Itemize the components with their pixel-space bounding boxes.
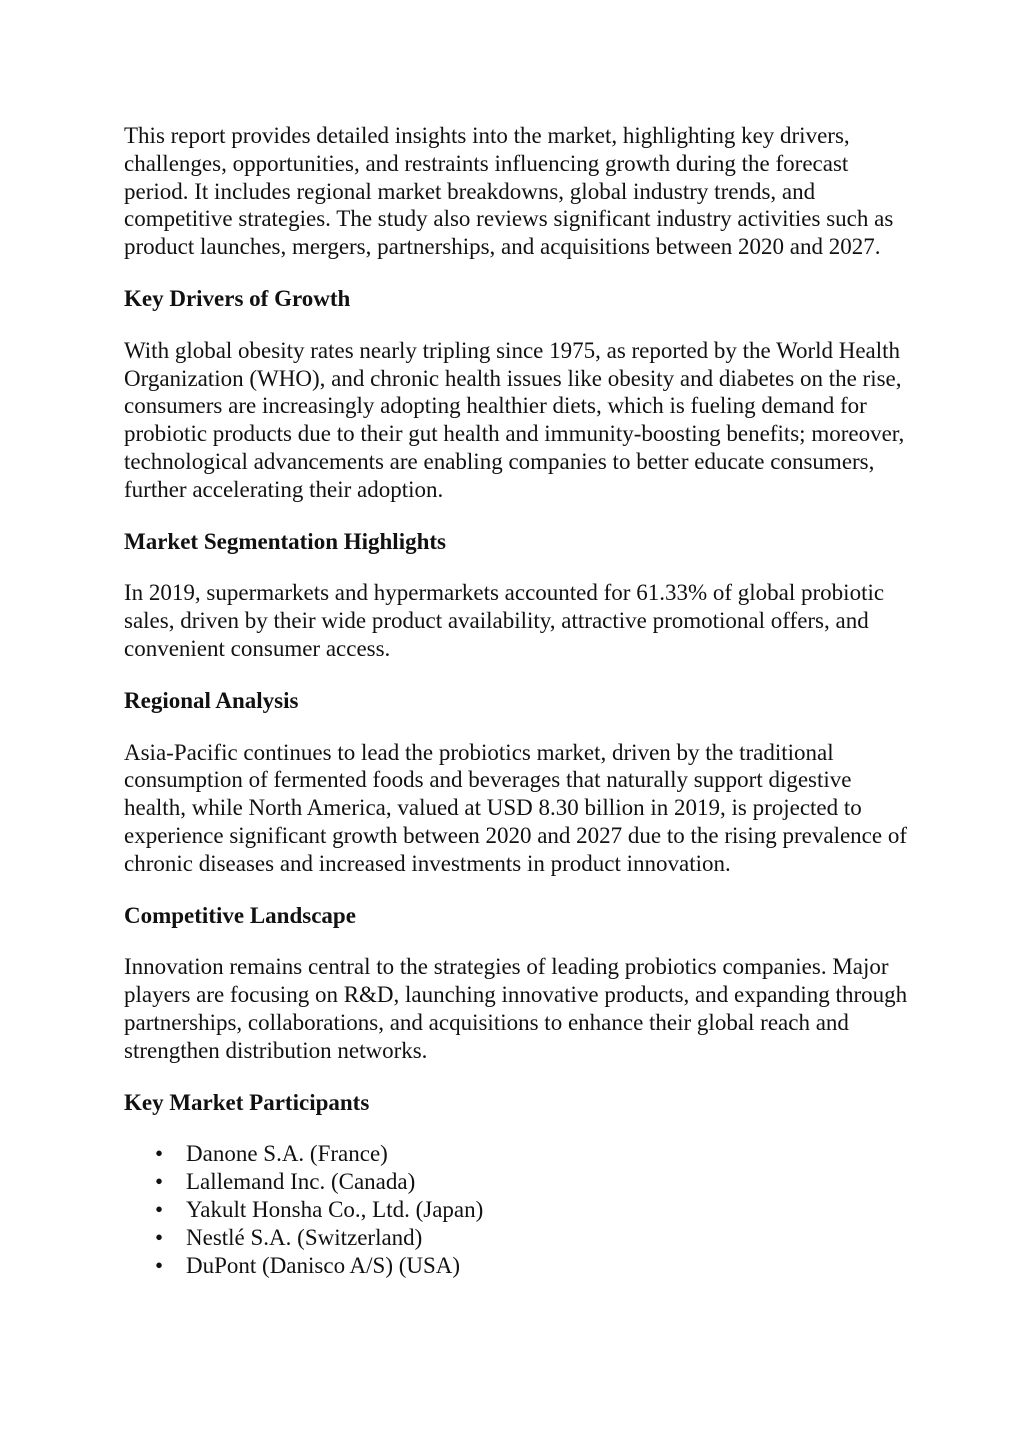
participants-list (124, 1140, 914, 1279)
section-body-regional: Asia-Pacific continues to lead the probiotics market, driven by the traditional consumption of fermented foods and beverages that naturally support digestive health, while North America, valued at USD 8.30 billion in 2019, is projected to experience significant growth between 2020 and 2027 due to the rising prevalence of chronic diseases and increased investments in product innovation. (124, 739, 908, 876)
bullet-icon: • (155, 1252, 164, 1278)
bullet-icon: • (155, 1224, 164, 1250)
section-heading-regional: Regional Analysis (124, 687, 299, 713)
section-heading-key-drivers: Key Drivers of Growth (124, 285, 351, 311)
section-body-segmentation: In 2019, supermarkets and hypermarkets accounted for 61.33% of global probiotic sales, driven by their wide product availability, attractive promotional offers, and convenient consumer access. (124, 580, 885, 661)
participant-name: DuPont (Danisco A/S) (USA) (186, 1252, 461, 1278)
bullet-icon: • (155, 1141, 164, 1167)
section-body-competitive: Innovation remains central to the strategies of leading probiotics companies. Major players are focusing on R&D, launching innovative products, and expanding through partnerships, collaborations, and acquisitions to enhance their global reach and strengthen distribution networks. (124, 954, 908, 1063)
section-heading-competitive: Competitive Landscape (124, 902, 356, 928)
section-heading-participants: Key Market Participants (124, 1089, 370, 1115)
section-body-key-drivers: With global obesity rates nearly tripling since 1975, as reported by the World Health Organization (WHO), and chronic health issues like obesity and diabetes on the rise, consumers are increasingly adopting healthier diets, which is fueling demand for probiotic products due to their gut health and immunity-boosting benefits; moreover, technological advancements are enabling companies to better educate consumers, further accelerating their adoption. (124, 337, 905, 502)
participant-name: Yakult Honsha Co., Ltd. (Japan) (186, 1196, 484, 1222)
participant-name: Danone S.A. (France) (186, 1141, 388, 1167)
document-page (124, 122, 914, 1279)
list-item (124, 1168, 914, 1196)
list-item (124, 1224, 914, 1252)
section-heading-segmentation: Market Segmentation Highlights (124, 528, 446, 554)
intro-paragraph: This report provides detailed insights into the market, highlighting key drivers, challenges, opportunities, and restraints influencing growth during the forecast period. It includes regional market breakdowns, global industry trends, and competitive strategies. The study also reviews significant industry activities such as product launches, mergers, partnerships, and acquisitions between 2020 and 2027. (124, 123, 894, 260)
bullet-icon: • (155, 1196, 164, 1222)
participant-name: Lallemand Inc. (Canada) (186, 1169, 416, 1195)
bullet-icon: • (155, 1169, 164, 1195)
list-item (124, 1196, 914, 1224)
list-item (124, 1140, 914, 1168)
participant-name: Nestlé S.A. (Switzerland) (186, 1224, 423, 1250)
list-item (124, 1252, 914, 1280)
